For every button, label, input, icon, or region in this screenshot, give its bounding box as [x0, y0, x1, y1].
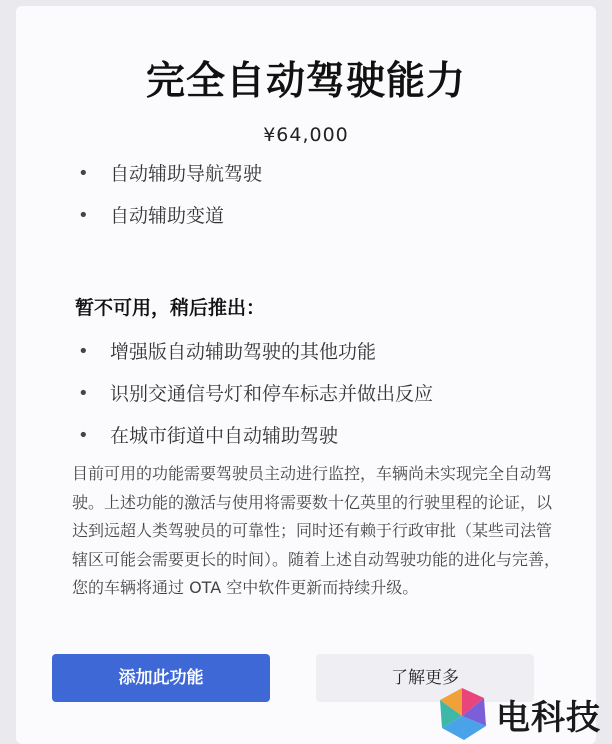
page-title: 完全自动驾驶能力 — [145, 59, 466, 104]
colorful-leaf-logo-icon — [432, 682, 496, 744]
list-item: • 自动辅助导航驾驶 — [76, 153, 262, 195]
pending-feature-list — [76, 331, 433, 457]
list-item: • 增强版自动辅助驾驶的其他功能 — [76, 331, 433, 373]
feature-list — [76, 153, 262, 237]
feature-card — [16, 6, 596, 744]
list-item: • 自动辅助变道 — [76, 195, 262, 237]
description-text: 目前可用的功能需要驾驶员主动进行监控，车辆尚未实现完全自动驾驶。上述功能的激活与使用将需要数十亿英里的行驶里程的论证，以达到远超人类驾驶员的可靠性；同时还有赖于行政审批（某些司法管辖区可能会需要更长的时间）。随着上述自动驾驶功能的进化与完善，您的车辆将通过 OTA 空中软件更新而持续升级。 — [72, 464, 561, 597]
pending-heading: 暂不可用，稍后推出： — [75, 297, 266, 319]
learn-more-button[interactable]: 了解更多 — [316, 654, 534, 702]
watermark — [432, 682, 612, 744]
list-item: • 识别交通信号灯和停车标志并做出反应 — [76, 373, 433, 415]
add-feature-button[interactable]: 添加此功能 — [52, 654, 270, 702]
price-label: ¥64,000 — [263, 124, 349, 146]
watermark-text: 电科技 — [496, 698, 601, 738]
list-item: • 在城市街道中自动辅助驾驶 — [76, 415, 433, 457]
